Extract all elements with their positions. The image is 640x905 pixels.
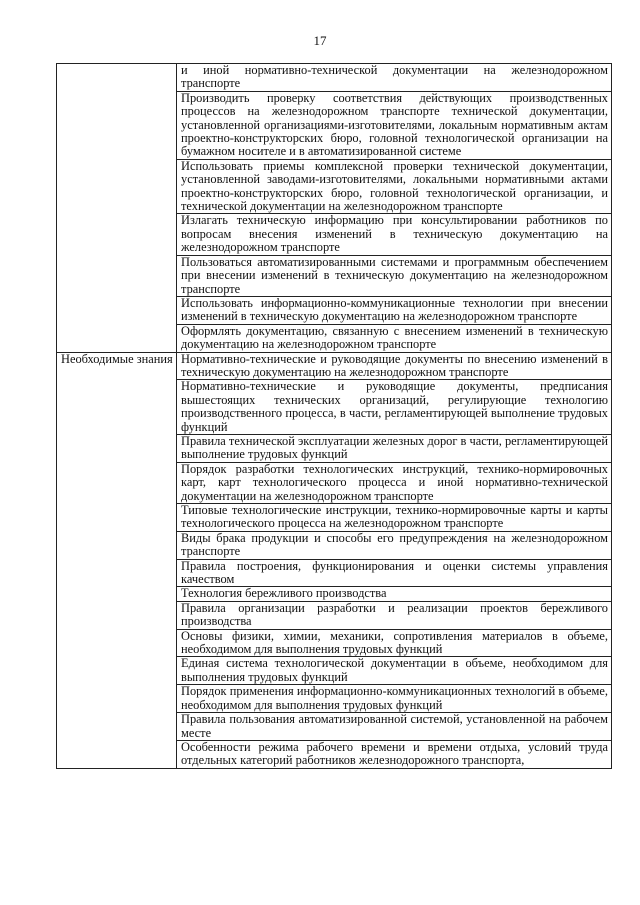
table-cell: Правила технической эксплуатации железных дорог в части, регламентирующей выполнение трудовых функций xyxy=(177,434,612,462)
table-cell: и иной нормативно-технической документации на железнодорожном транспорте xyxy=(177,64,612,92)
table-cell: Особенности режима рабочего времени и времени отдыха, условий труда отдельных категорий работников железнодорожного транспорта, xyxy=(177,740,612,768)
table-row xyxy=(57,352,612,380)
table-cell: Единая система технологической документации в объеме, необходимом для выполнения трудовых функций xyxy=(177,657,612,685)
table-cell: Оформлять документацию, связанную с внесением изменений в техническую документацию на железнодорожном транспорте xyxy=(177,324,612,352)
table-cell: Порядок разработки технологических инструкций, технико-нормировочных карт, карт технологического процесса и иной нормативно-технической документации на железнодорожном транспорте xyxy=(177,462,612,503)
skills-label-cell xyxy=(57,64,177,353)
table-row xyxy=(57,64,612,92)
table-cell: Использовать информационно-коммуникационные технологии при внесении изменений в техническую документацию на железнодорожном транспорте xyxy=(177,296,612,324)
table-cell: Порядок применения информационно-коммуникационных технологий в объеме, необходимом для выполнения трудовых функций xyxy=(177,685,612,713)
table-cell: Правила построения, функционирования и оценки системы управления качеством xyxy=(177,559,612,587)
requirements-table xyxy=(56,63,612,769)
table-cell: Виды брака продукции и способы его предупреждения на железнодорожном транспорте xyxy=(177,531,612,559)
table-cell: Нормативно-технические и руководящие документы, предписания вышестоящих технических организаций, регулирующие технологию производственного процесса, в части, регламентирующей выполнение трудовых функций xyxy=(177,380,612,435)
table-cell: Излагать техническую информацию при консультировании работников по вопросам внесения изменений в техническую документацию на железнодорожном транспорте xyxy=(177,214,612,255)
table-cell: Нормативно-технические и руководящие документы по внесению изменений в техническую документацию на железнодорожном транспорте xyxy=(177,352,612,380)
table-cell: Правила организации разработки и реализации проектов бережливого производства xyxy=(177,601,612,629)
page-number: 17 xyxy=(313,33,327,48)
table-cell: Производить проверку соответствия действующих производственных процессов на железнодорожном транспорте технической документации, установленной организациями-изготовителями, локальным нормативным актам проектно-конструкторских бюро, головной технологической организации на бумажном носителе и в автоматизированной системе xyxy=(177,91,612,159)
knowledge-label: Необходимые знания xyxy=(57,352,177,768)
table-cell: Технология бережливого производства xyxy=(177,587,612,601)
table-cell: Основы физики, химии, механики, сопротивления материалов в объеме, необходимом для выполнения трудовых функций xyxy=(177,629,612,657)
table-cell: Типовые технологические инструкции, технико-нормировочные карты и карты технологического процесса на железнодорожном транспорте xyxy=(177,504,612,532)
table-cell: Пользоваться автоматизированными системами и программным обеспечением при внесении изменений в техническую документацию на железнодорожном транспорте xyxy=(177,255,612,296)
table-cell: Правила пользования автоматизированной системой, установленной на рабочем месте xyxy=(177,713,612,741)
table-cell: Использовать приемы комплексной проверки технической документации, установленной заводами-изготовителями, локальными нормативными актами проектно-конструкторских бюро, головной технологической организации, и технической документации на железнодорожном транспорте xyxy=(177,159,612,214)
